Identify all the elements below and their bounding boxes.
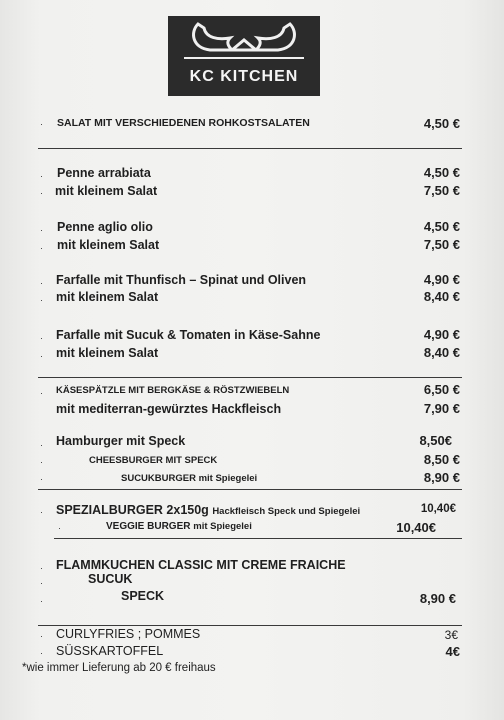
item-penne-aglio-salat: mit kleinem Salat (57, 238, 160, 252)
item-farfalle-thunfisch: Farfalle mit Thunfisch – Spinat und Oliven (56, 273, 307, 287)
bullet: · (40, 333, 43, 343)
divider (38, 377, 462, 378)
price-salat: 4,50 € (423, 116, 460, 131)
item-kaesespaetzle-hack: mit mediterran-gewürztes Hackfleisch (56, 402, 282, 416)
bullet: · (40, 295, 43, 305)
bullet: · (40, 225, 43, 235)
price-penne-aglio: 4,50 € (423, 219, 460, 234)
item-farfalle-thunfisch-salat: mit kleinem Salat (56, 290, 159, 304)
price-kaesespaetzle: 6,50 € (423, 382, 460, 397)
bullet: · (40, 474, 43, 484)
logo-text: KC KITCHEN (189, 68, 299, 85)
item-veggie-detail: mit Spiegelei (193, 521, 252, 532)
price-farfalle-thunfisch: 4,90 € (423, 272, 460, 287)
price-flamm-speck: 8,90 € (419, 591, 456, 606)
item-suesskartoffel: SÜSSKARTOFFEL (56, 644, 164, 658)
item-veggie (106, 521, 252, 532)
divider (38, 489, 462, 490)
bullet: · (58, 523, 61, 533)
price-farfalle-sucuk: 4,90 € (423, 327, 460, 342)
item-flammkuchen: FLAMMKUCHEN CLASSIC MIT CREME FRAICHE (56, 558, 346, 572)
price-spezialburger: 10,40€ (420, 503, 456, 515)
price-penne-arrabiata: 4,50 € (423, 165, 460, 180)
bullet: · (40, 171, 43, 181)
item-salat: SALAT MIT VERSCHIEDENEN ROHKOSTSALATEN (57, 117, 310, 129)
price-curlyfries: 3€ (444, 628, 458, 642)
item-hamburger: Hamburger mit Speck (56, 434, 186, 448)
item-veggie-name: VEGGIE BURGER (106, 521, 191, 532)
price-farfalle-thunfisch-salat: 8,40 € (423, 289, 460, 304)
divider (54, 538, 462, 539)
divider (38, 625, 462, 626)
price-penne-arrabiata-salat: 7,50 € (423, 183, 460, 198)
item-flamm-speck: SPECK (121, 589, 165, 603)
bullet: · (40, 507, 43, 517)
price-cheeseburger: 8,50 € (423, 452, 460, 467)
footnote: *wie immer Lieferung ab 20 € freihaus (22, 662, 216, 674)
bullet: · (40, 278, 43, 288)
price-hamburger: 8,50€ (419, 433, 452, 448)
bullet: · (40, 119, 43, 129)
price-farfalle-sucuk-salat: 8,40 € (423, 345, 460, 360)
item-cheeseburger: CHEESBURGER MIT SPECK (89, 455, 218, 466)
kc-kitchen-logo (168, 16, 320, 96)
bullet: · (40, 388, 43, 398)
item-penne-arrabiata: Penne arrabiata (57, 166, 151, 180)
price-penne-aglio-salat: 7,50 € (423, 237, 460, 252)
item-flamm-sucuk: SUCUK (88, 572, 133, 586)
price-kaesespaetzle-hack: 7,90 € (423, 401, 460, 416)
bullet: · (40, 563, 43, 573)
bullet: · (40, 351, 43, 361)
item-farfalle-sucuk: Farfalle mit Sucuk & Tomaten in Käse-Sahne (56, 328, 321, 342)
bullet: · (40, 243, 43, 253)
bullet: · (40, 440, 43, 450)
bullet: · (40, 631, 43, 641)
item-spezialburger (56, 503, 360, 517)
item-farfalle-sucuk-salat: mit kleinem Salat (56, 346, 159, 360)
item-spezialburger-detail: Hackfleisch Speck und Spiegelei (212, 506, 361, 517)
item-spezialburger-name: SPEZIALBURGER 2x150g (56, 503, 209, 517)
bullet: · (40, 648, 43, 658)
bullet: · (40, 457, 43, 467)
item-penne-arrabiata-salat: mit kleinem Salat (55, 184, 158, 198)
item-curlyfries: CURLYFRIES ; POMMES (56, 627, 201, 641)
price-veggie: 10,40€ (396, 520, 436, 535)
price-suesskartoffel: 4€ (445, 644, 460, 659)
item-kaesespaetzle: KÄSESPÄTZLE MIT BERGKÄSE & RÖSTZWIEBELN (56, 385, 290, 396)
divider (38, 148, 462, 149)
item-sucukburger: SUCUKBURGER mit Spiegelei (121, 473, 258, 484)
horns-icon (170, 18, 318, 68)
bullet: · (40, 596, 43, 606)
price-sucukburger: 8,90 € (423, 470, 460, 485)
item-penne-aglio: Penne aglio olio (57, 220, 153, 234)
bullet: · (40, 188, 43, 198)
bullet: · (40, 578, 43, 588)
